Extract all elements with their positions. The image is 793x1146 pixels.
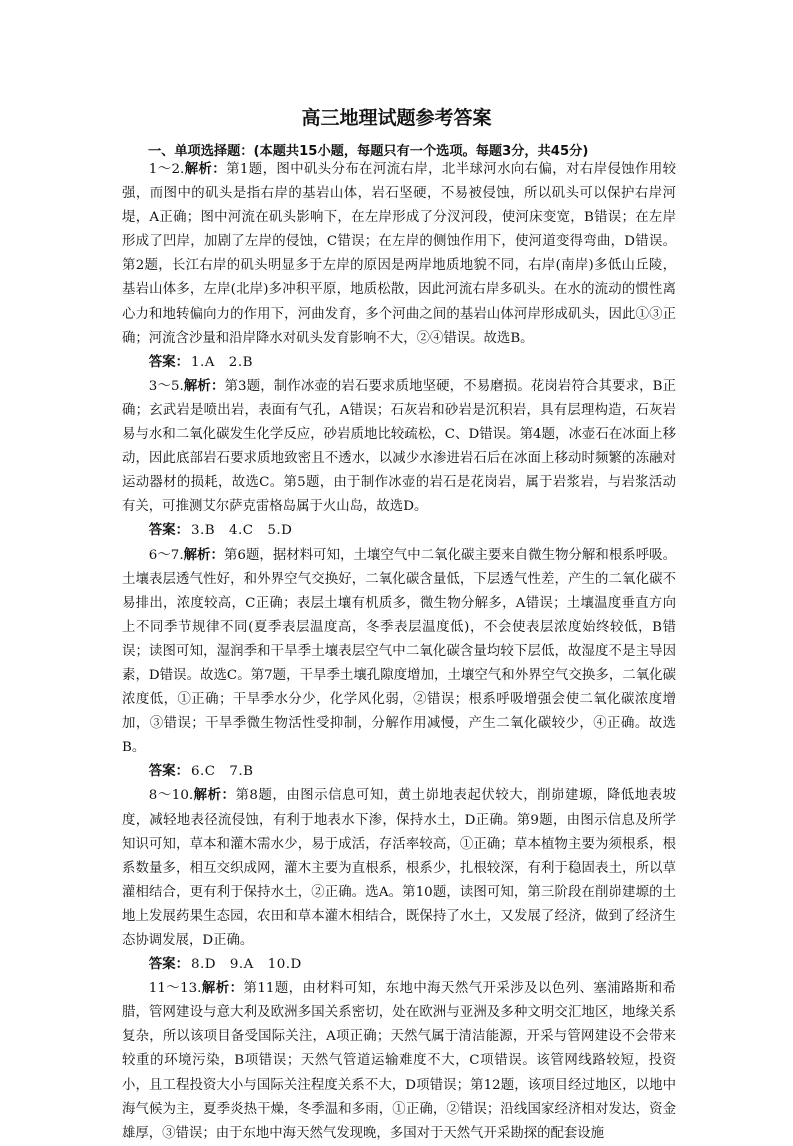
answer-label: 答案： xyxy=(148,764,189,780)
analysis-label: 解析： xyxy=(193,788,236,804)
analysis-label: 解析： xyxy=(184,162,227,177)
analysis-paragraph xyxy=(122,375,676,520)
question-range: 3～5. xyxy=(148,378,184,394)
answer-line xyxy=(122,953,676,977)
analysis-text: 第3题，制作冰壶的岩石要求质地坚硬，不易磨损。花岗岩符合其要求，B正确；玄武岩是喷出岩，表面有气孔，A错误；石灰岩和砂岩是沉积岩，具有层理构造，石灰岩易与水和二氧化碳发生化学反应，砂岩质地比较疏松，C、D错误。第4题，冰壶石在冰面上移动，因此底部岩石要求质地致密且不透水，以减少水渗进岩石后在冰面上移动时频繁的冻融对运动器材的损耗，故选C。第5题，由于制作冰壶的岩石是花岗岩，属于岩浆岩，与岩浆活动有关，可推测艾尔萨克雷格岛属于火山岛，故选D。 xyxy=(122,378,676,515)
analysis-paragraph xyxy=(122,158,676,351)
analysis-text: 第8题，由图示信息可知，黄土峁地表起伏较大，削峁建塬，降低地表坡度，减轻地表径流侵蚀，有利于地表水下渗，保持水土，D正确。第9题，由图示信息及所学知识可知，草本和灌木需水少，易于成活，存活率较高，①正确；草本植物主要为须根系，根系数量多，相互交织成网，灌木主要为直根系，根系少，扎根较深，有利于稳固表土，所以草灌相结合，更有利于保持水土，②正确。选A。第10题，读图可知，第三阶段在削峁建塬的土地上发展药果生态园，农田和草本灌木相结合，既保持了水土，又发展了经济，做到了经济生态协调发展，D正确。 xyxy=(122,788,676,948)
analysis-label: 解析： xyxy=(183,378,225,394)
answer-label: 答案： xyxy=(148,523,189,539)
analysis-paragraph xyxy=(122,977,676,1146)
question-range: 6～7. xyxy=(148,547,184,563)
page-title: 高三地理试题参考答案 xyxy=(301,107,492,129)
question-range: 1～2. xyxy=(148,162,185,177)
answer-line xyxy=(122,760,676,784)
analysis-text: 第1题，图中矶头分布在河流右岸，北半球河水向右偏，对右岸侵蚀作用较强，而图中的矶头是指右岸的基岩山体，岩石坚硬，不易被侵蚀，所以矶头可以保护右岸河堤，A正确；图中河流在矶头影响下，在左岸形成了分汊河段，使河床变宽，B错误；在左岸形成了凹岸，加剧了左岸的侵蚀，C错误；在左岸的侧蚀作用下，使河道变得弯曲，D错误。第2题，长江右岸的矶头明显多于左岸的原因是两岸地质地貌不同，右岸(南岸)多低山丘陵，基岩山体多，左岸(北岸)多冲积平原，地质松散，因此河流右岸多矶头。在水的流动的惯性离心力和地转偏向力的作用下，河曲发育，多个河曲之间的基岩山体河岸形成矶头，因此①③正确；河流含沙量和沿岸降水对矶头发育影响不大，②④错误。故选B。 xyxy=(122,162,677,346)
question-range: 11～13. xyxy=(148,981,202,997)
answer-values: 6.C 7.B xyxy=(190,764,254,780)
analysis-label: 解析： xyxy=(183,547,224,563)
answer-body xyxy=(122,158,676,1146)
section-heading: 一、单项选择题：(本题共15小题，每题只有一个选项。每题3分，共45分) xyxy=(148,144,589,159)
analysis-paragraph xyxy=(122,784,676,953)
analysis-label: 解析： xyxy=(201,981,244,997)
analysis-paragraph xyxy=(122,544,676,761)
answer-values: 3.B 4.C 5.D xyxy=(190,523,293,539)
answer-line xyxy=(122,519,676,543)
question-range: 8～10. xyxy=(148,788,194,804)
answer-values: 1.A 2.B xyxy=(190,354,253,370)
answer-line xyxy=(122,351,676,375)
answer-label: 答案： xyxy=(148,957,189,973)
analysis-text: 第6题，据材料可知，土壤空气中二氧化碳主要来自微生物分解和根系呼吸。土壤表层透气性好，和外界空气交换好，二氧化碳含量低，下层透气性差，产生的二氧化碳不易排出，浓度较高，C正确；表层土壤有机质多，微生物分解多，A错误；土壤温度垂直方向上不同季节规律不同(夏季表层温度高，冬季表层温度低)，不会使表层浓度始终较低，B错误；读图可知，湿润季和干旱季土壤表层空气中二氧化碳含量均较下层低，故湿度不是主导因素，D错误。故选C。第7题，干旱季土壤孔隙度增加，土壤空气和外界空气交换多，二氧化碳浓度低，①正确；干旱季水分少，化学风化弱，②错误；根系呼吸增强会使二氧化碳浓度增加，③错误；干旱季微生物活性受抑制，分解作用减慢，产生二氧化碳较少，④正确。故选B。 xyxy=(122,547,677,756)
answer-label: 答案： xyxy=(148,354,189,370)
answer-values: 8.D 9.A 10.D xyxy=(190,957,302,973)
analysis-text: 第11题，由材料可知，东地中海天然气开采涉及以色列、塞浦路斯和希腊，管网建设与意大利及欧洲多国关系密切，处在欧洲与亚洲及多种文明交汇地区，地缘关系复杂，所以该项目备受国际关注，A项正确；天然气属于清洁能源，开采与管网建设不会带来较重的环境污染，B项错误；天然气管道运输难度不大，C项错误。该管网线路较短，投资小，且工程投资大小与国际关注程度关系不大，D项错误；第12题，该项目经过地区，以地中海气候为主，夏季炎热干燥，冬季温和多雨，①正确，②错误；沿线国家经济相对发达，资金雄厚，③错误；由于东地中海天然气发现晚，多国对于天然气开采勘探的配套设施 xyxy=(122,981,677,1141)
